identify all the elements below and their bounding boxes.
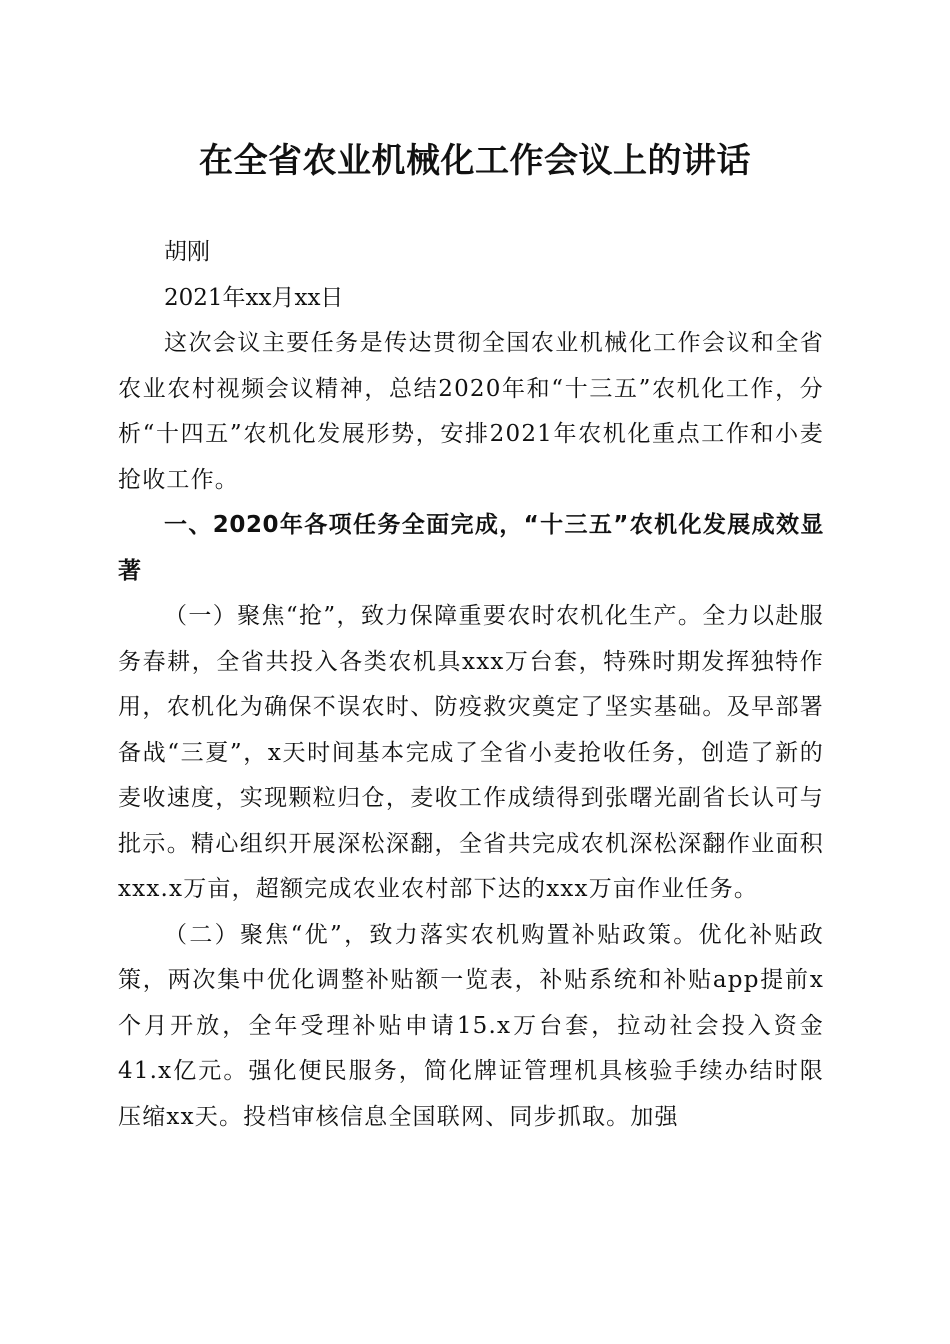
intro-paragraph: 这次会议主要任务是传达贯彻全国农业机械化工作会议和全省农业农村视频会议精神，总结2020年和“十三五”农机化工作，分析“十四五”农机化发展形势，安排2021年农机化重点工作和小麦抢收工作。 [118,330,824,493]
subsection-paragraph-2: （二）聚焦“优”，致力落实农机购置补贴政策。优化补贴政策，两次集中优化调整补贴额一览表，补贴系统和补贴app提前x个月开放，全年受理补贴申请15.x万台套，拉动社会投入资金41.x亿元。强化便民服务，简化牌证管理机具核验手续办结时限压缩xx天。投档审核信息全国联网、同步抓取。加强 [118,921,824,1130]
date-line: 2021年xx月xx日 [164,284,344,311]
document-body [118,230,824,1140]
author-line: 胡刚 [164,239,210,265]
section-heading-1: 一、2020年各项任务全面完成，“十三五”农机化发展成效显著 [118,512,824,584]
subsection-paragraph-1: （一）聚焦“抢”，致力保障重要农时农机化生产。全力以赴服务春耕，全省共投入各类农机具xxx万台套，特殊时期发挥独特作用，农机化为确保不误农时、防疫救灾奠定了坚实基础。及早部署备战“三夏”，x天时间基本完成了全省小麦抢收任务，创造了新的麦收速度，实现颗粒归仓，麦收工作成绩得到张曙光副省长认可与批示。精心组织开展深松深翻，全省共完成农机深松深翻作业面积xxx.x万亩，超额完成农业农村部下达的xxx万亩作业任务。 [118,603,824,902]
document-title: 在全省农业机械化工作会议上的讲话 [199,141,751,181]
